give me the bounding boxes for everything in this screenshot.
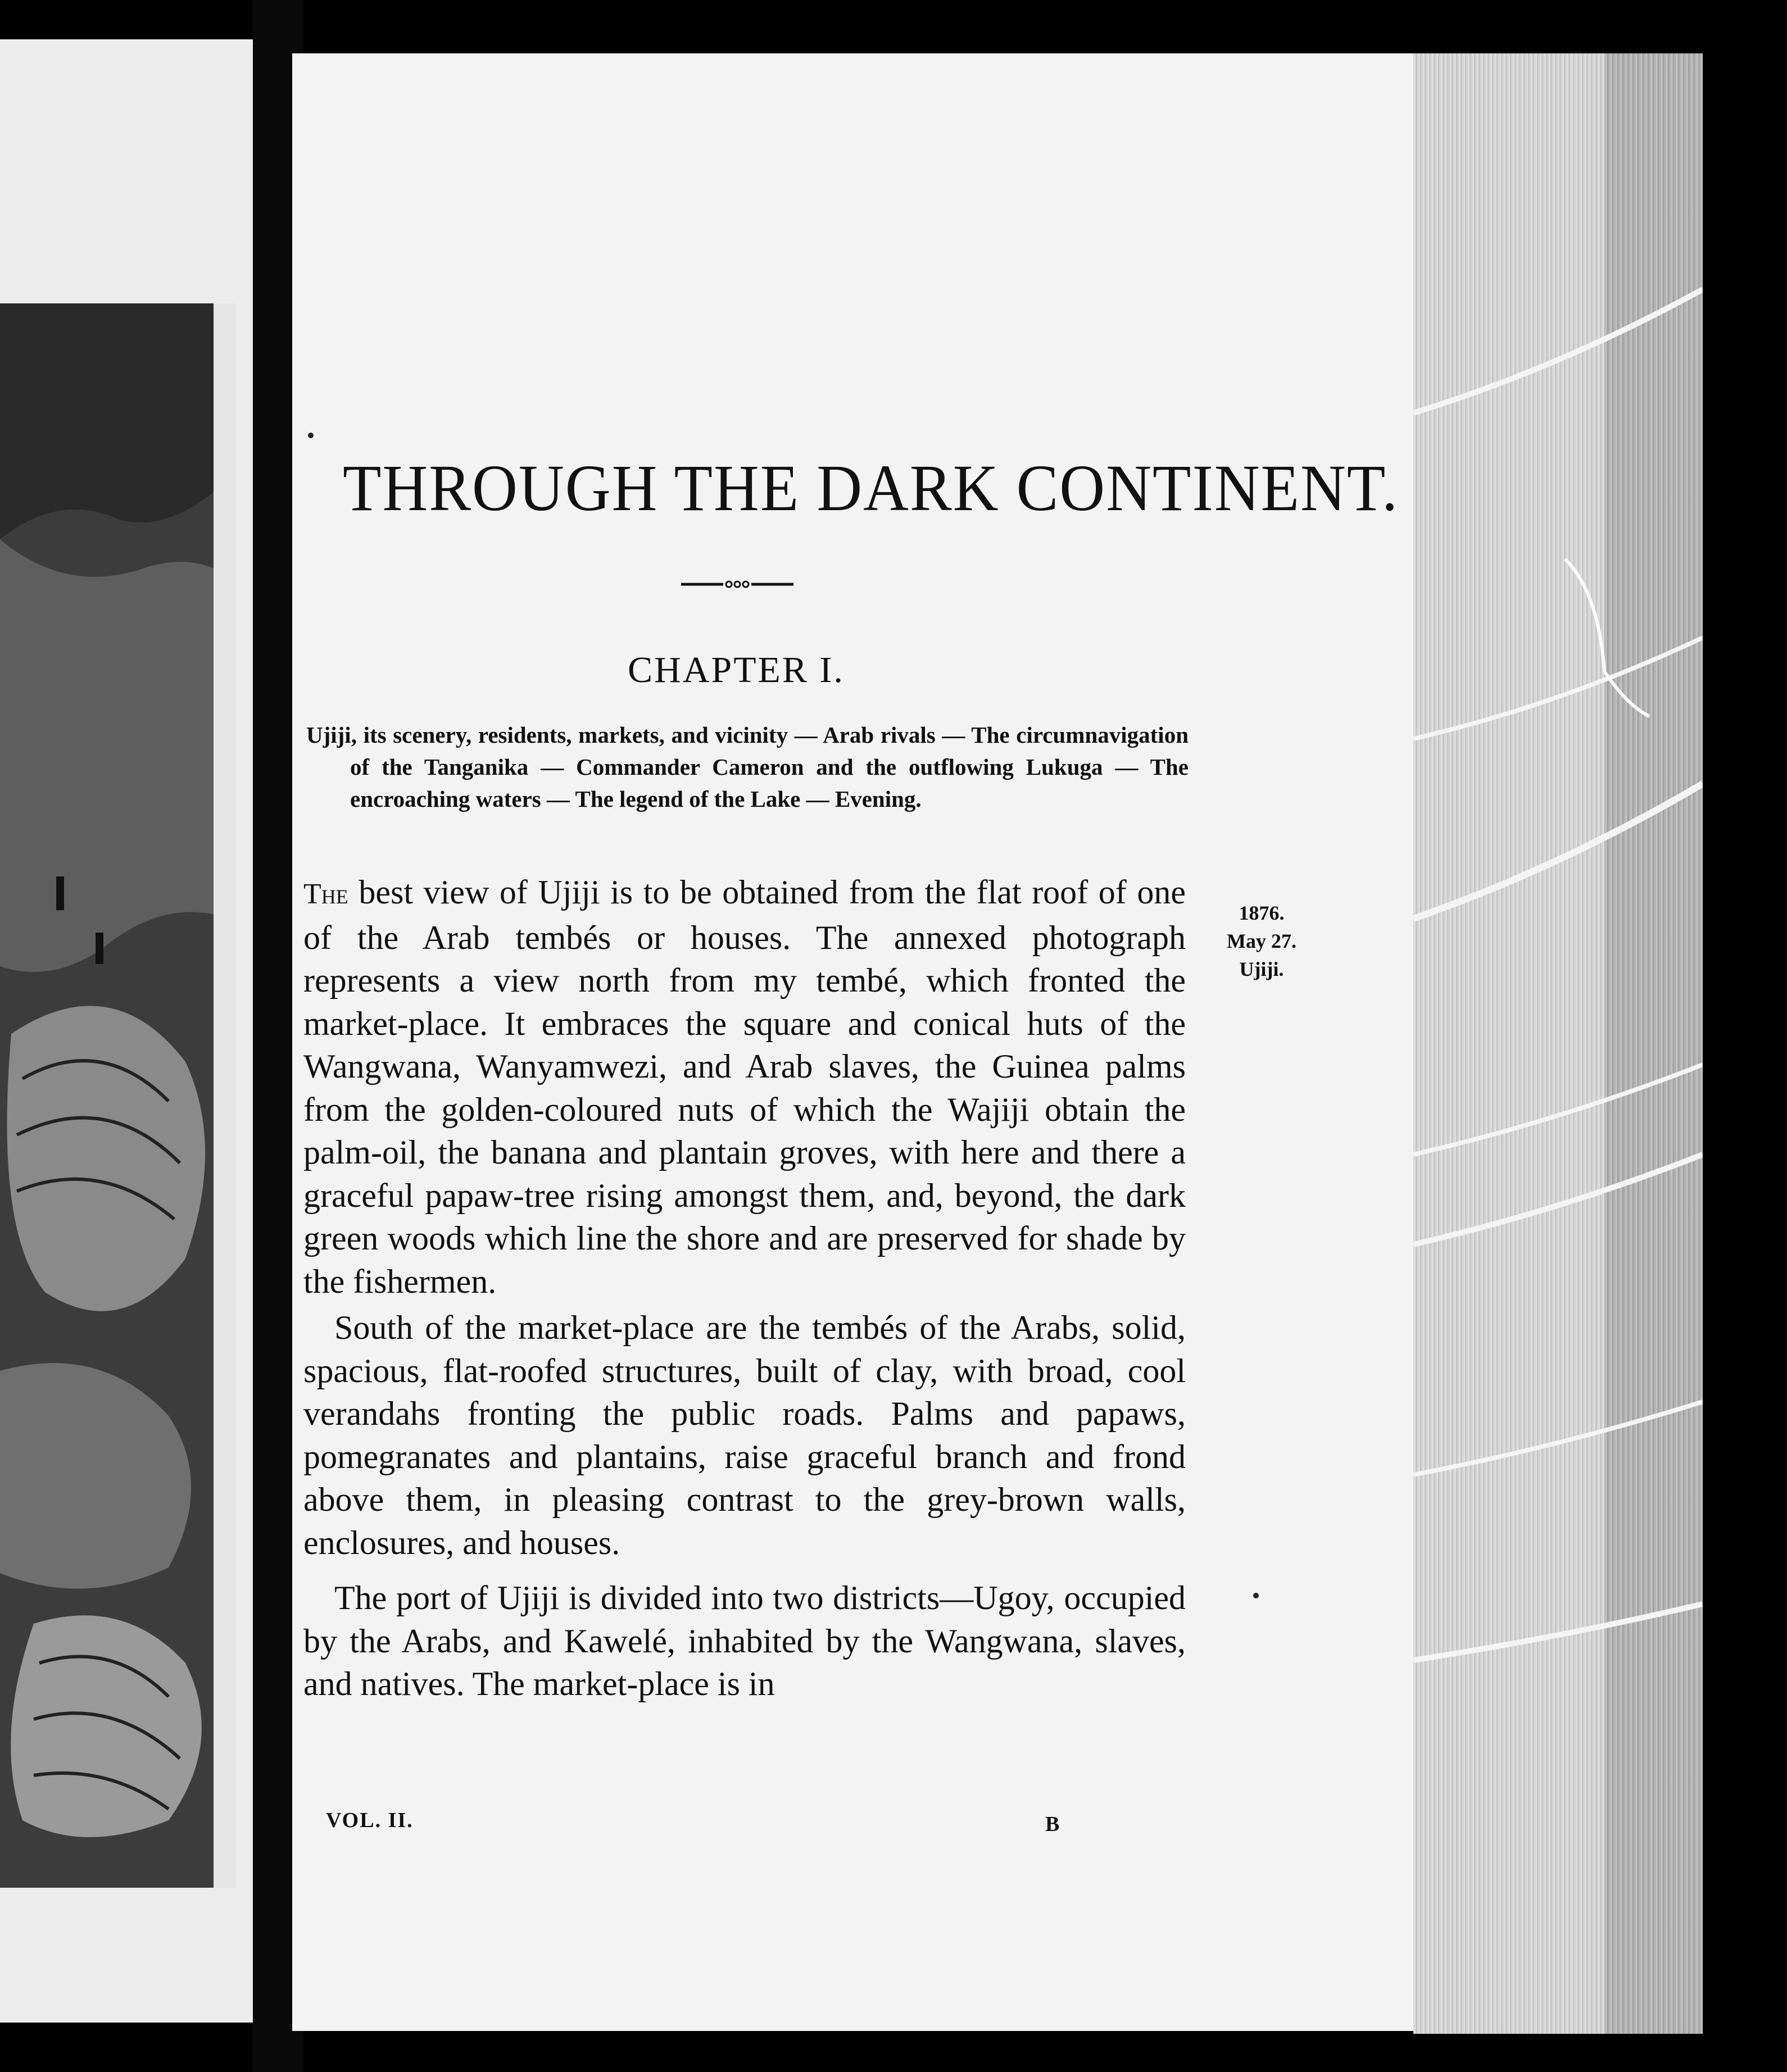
engraving-image (0, 303, 236, 1888)
paragraph-1-text: best view of Ujiji is to be obtained from the flat roof of one of the Arab tembés or houses. The annexed photograph represents a view north from my tembé, which fronted the market-place. It embraces the square and conical huts of the Wangwana, Wanyamwezi, and Arab slaves, the Guinea palms from the golden-coloured nuts of which the Wajiji obtain the palm-oil, the banana and plantain groves, with here and there a graceful papaw-tree rising amongst them, and, beyond, the dark green woods which line the shore and are preserved for shade by the fishermen. (303, 874, 1186, 1300)
paragraph-2: South of the market-place are the tembés of the Arabs, solid, spacious, flat-roofed structures, built of clay, with broad, cool verandahs fronting the public roads. Palms and papaws, pomegranates and plantains, raise graceful branch and frond above them, in pleasing contrast to the grey-brown walls, enclosures, and houses. (303, 1309, 1186, 1561)
scan-speck (1253, 1593, 1259, 1598)
chapter-heading: CHAPTER I. (628, 649, 845, 690)
volume-signature: VOL. II. (326, 1809, 414, 1832)
paragraph-1-lead: The (303, 878, 348, 910)
margin-note-place: Ujiji. (1239, 958, 1284, 980)
body-text (303, 871, 1186, 1706)
page-edges-texture (1413, 53, 1703, 2034)
paragraph-1 (303, 871, 1186, 1303)
margin-note (1219, 899, 1304, 983)
left-page (0, 39, 253, 2023)
book-title: THROUGH THE DARK CONTINENT. (343, 451, 1399, 525)
page-edges (1413, 53, 1703, 2034)
title-ornament-rule (681, 579, 793, 590)
paragraph-3: The port of Ujiji is divided into two districts—Ugoy, occupied by the Arabs, and Kawelé, inhabited by the Wangwana, slaves, and natives. The market-place is in (303, 1579, 1186, 1702)
chapter-synopsis-text: Ujiji, its scenery, residents, markets, and vicinity — Arab rivals — The circumnavigation of the Tanganika — Commander Cameron and the outflowing Lukuga — The encroaching waters — The legend of the Lake — Evening. (306, 722, 1189, 812)
engraving-illustration (0, 303, 236, 1888)
margin-note-year: 1876. (1239, 902, 1285, 924)
margin-note-date: May 27. (1227, 930, 1296, 952)
signature-mark: B (1045, 1812, 1060, 1836)
scan-speck (308, 433, 314, 438)
chapter-synopsis (306, 719, 1189, 815)
